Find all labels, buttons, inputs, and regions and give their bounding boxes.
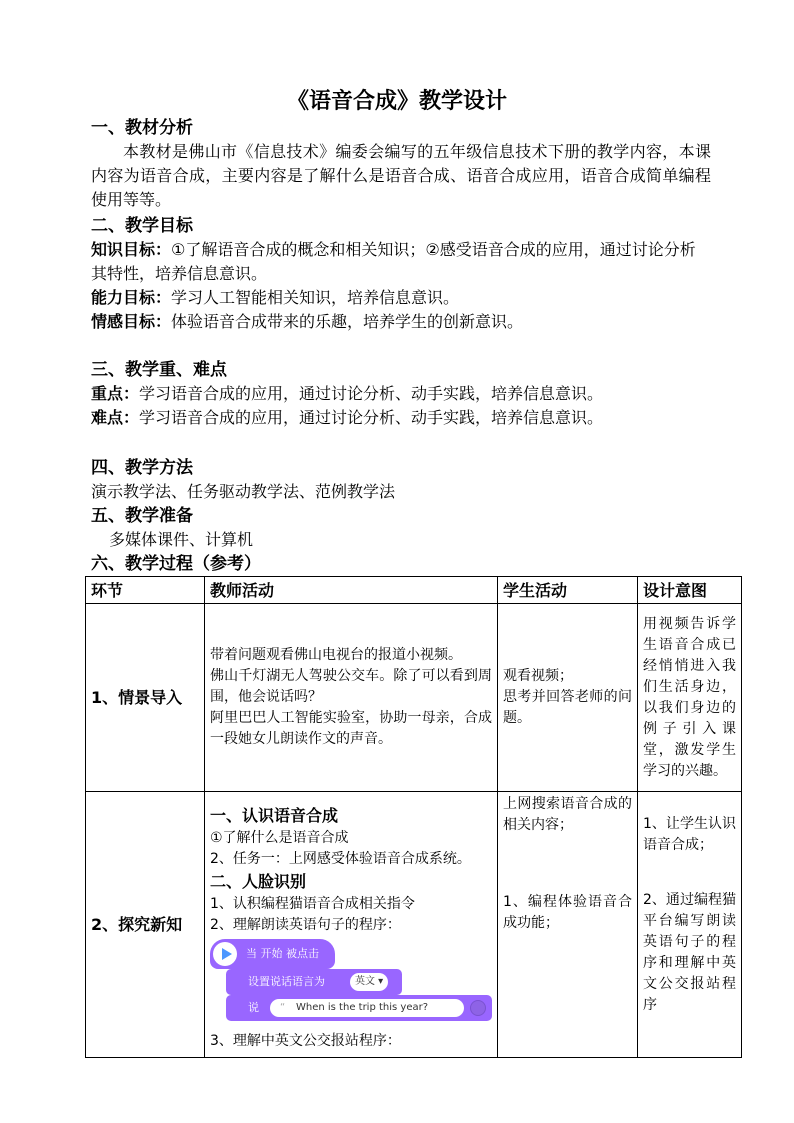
voice-icon xyxy=(470,1000,486,1016)
stage-cell: 1、情景导入 xyxy=(86,604,205,792)
section-heading: 六、教学过程（参考） xyxy=(91,554,261,574)
quote-icon: “ xyxy=(280,1002,286,1013)
teacher-line: 佛山千灯湖无人驾驶公交车。除了可以看到周围，他会说话吗？ xyxy=(210,668,492,705)
teacher-line: ①了解什么是语音合成 xyxy=(210,830,349,846)
intent-cell: 用视频告诉学生语音合成已经悄悄进入我们生活身边，以我们身边的例子引入课堂，激发学生学习的兴趣。 xyxy=(638,604,742,792)
key-point xyxy=(91,382,711,406)
section-heading: 五、教学准备 xyxy=(91,506,193,526)
section-body: 演示教学法、任务驱动教学法、范例教学法 xyxy=(91,482,396,501)
teacher-line: 2、理解朗读英语句子的程序： xyxy=(210,917,401,933)
section-heading: 三、教学重、难点 xyxy=(91,360,227,380)
dropdown-value: 英文 xyxy=(355,976,375,987)
diff-text: 学习语音合成的应用，通过讨论分析、动手实践，培养信息意识。 xyxy=(139,408,604,427)
teacher-line: 2、任务一：上网感受体验语音合成系统。 xyxy=(210,851,471,867)
process-table xyxy=(85,576,742,1058)
section-heading: 一、教材分析 xyxy=(91,118,193,138)
language-dropdown: 英文 ▾ xyxy=(350,973,388,991)
header-stage: 环节 xyxy=(86,577,205,604)
goal-label: 能力目标： xyxy=(91,288,172,307)
section-body: 多媒体课件、计算机 xyxy=(109,530,254,549)
goal-emotion xyxy=(91,310,711,334)
header-teacher: 教师活动 xyxy=(205,577,498,604)
when-flag-clicked-block xyxy=(210,939,335,969)
block-label: 说 xyxy=(248,1001,259,1014)
say-block xyxy=(226,995,492,1021)
section-body: 本教材是佛山市《信息技术》编委会编写的五年级信息技术下册的教学内容，本课内容为语音合成，主要内容是了解什么是语音合成、语音合成应用，语音合成简单编程使用等等。 xyxy=(91,142,711,209)
teacher-cell xyxy=(205,792,498,1058)
teacher-line: 1、认积编程猫语音合成相关指令 xyxy=(210,896,415,912)
student-line: 思考并回答老师的问题。 xyxy=(503,689,632,726)
teacher-subheading: 一、认识语音合成 xyxy=(210,806,339,825)
section-heading: 二、教学目标 xyxy=(91,216,193,236)
section-textbook-analysis xyxy=(91,116,711,212)
block-label: 当 开始 被点击 xyxy=(246,947,319,960)
block-label: 设置说话语言为 xyxy=(248,975,325,988)
student-cell xyxy=(498,792,638,1058)
goal-ability xyxy=(91,286,711,310)
diff-label: 难点： xyxy=(91,408,140,427)
code-blocks-image xyxy=(210,939,492,1029)
teacher-line: 阿里巴巴人工智能实验室，协助一母亲，合成一段她女儿朗读作文的声音。 xyxy=(210,710,492,747)
table-row xyxy=(86,604,742,792)
say-text: When is the trip this year? xyxy=(296,1002,429,1013)
teacher-subheading: 二、人脸识别 xyxy=(210,872,307,891)
goal-text: ①了解语音合成的概念和相关知识；②感受语音合成的应用，通过讨论分析其特性，培养信息意识。 xyxy=(91,240,696,283)
teacher-line: 带着问题观看佛山电视台的报道小视频。 xyxy=(210,647,462,663)
student-line: 上网搜索语音合成的相关内容； xyxy=(503,796,632,833)
intent-cell xyxy=(638,792,742,1058)
set-language-block xyxy=(226,969,402,995)
student-line: 1、编程体验语音合成功能； xyxy=(503,894,632,931)
goal-knowledge xyxy=(91,238,711,286)
difficult-point xyxy=(91,406,711,430)
document-title: 《语音合成》教学设计 xyxy=(286,88,507,114)
student-line: 观看视频； xyxy=(503,668,573,684)
teacher-line: 3、理解中英文公交报站程序： xyxy=(210,1033,401,1049)
section-methods xyxy=(91,456,711,576)
section-key-points xyxy=(91,358,711,430)
table-header-row xyxy=(86,577,742,604)
table-row xyxy=(86,792,742,1058)
play-icon xyxy=(213,942,237,966)
section-teaching-goals xyxy=(91,214,711,334)
stage-cell: 2、探究新知 xyxy=(86,792,205,1058)
key-label: 重点： xyxy=(91,384,140,403)
goal-label: 知识目标： xyxy=(91,240,172,259)
goal-text: 学习人工智能相关知识，培养信息意识。 xyxy=(171,288,460,307)
teacher-cell xyxy=(205,604,498,792)
goal-label: 情感目标： xyxy=(91,312,172,331)
student-cell xyxy=(498,604,638,792)
intent-line: 1、让学生认识语音合成； xyxy=(643,816,736,853)
header-intent: 设计意图 xyxy=(638,577,742,604)
goal-text: 体验语音合成带来的乐趣，培养学生的创新意识。 xyxy=(171,312,524,331)
header-student: 学生活动 xyxy=(498,577,638,604)
say-text-field xyxy=(270,999,464,1017)
key-text: 学习语音合成的应用，通过讨论分析、动手实践，培养信息意识。 xyxy=(139,384,604,403)
section-heading: 四、教学方法 xyxy=(91,458,193,478)
intent-line: 2、通过编程猫平台编写朗读英语句子的程序和理解中英文公交报站程序 xyxy=(643,892,736,1013)
